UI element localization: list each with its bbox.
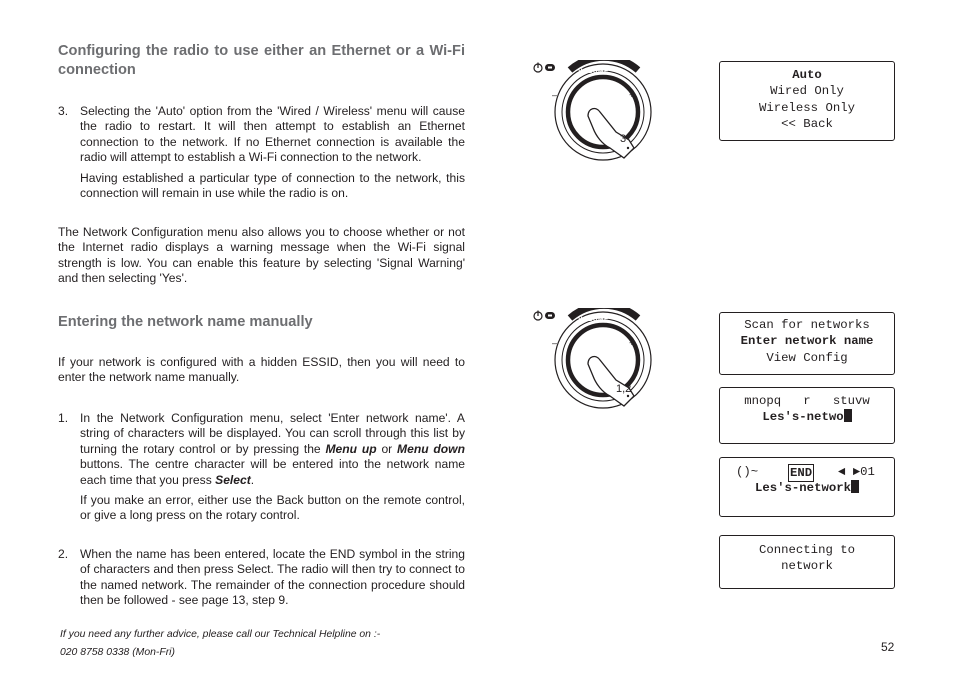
lcd-line: network bbox=[781, 559, 833, 574]
step-number: 1. bbox=[58, 411, 69, 425]
step-2-text: When the name has been entered, locate the END symbol in the string of characters and then press Select. The radio will then try to connect to the named network. The remainder of the connection procedure should then be followed - see page 13, step 9. bbox=[80, 547, 465, 608]
lcd-display-character-entry bbox=[719, 387, 895, 444]
lcd-line: Connecting to bbox=[759, 543, 855, 557]
step-3-text: Selecting the 'Auto' option from the 'Wired / Wireless' menu will cause the radio to restart. It will then attempt to establish an Ethernet connection to the network. If no Ethernet connection is available the radio will attempt to establish a Wi-Fi connection to the network. bbox=[80, 104, 465, 165]
or-word: or bbox=[381, 441, 393, 456]
power-icon bbox=[534, 311, 542, 321]
menu-up-term: Menu up bbox=[325, 441, 377, 456]
lcd-display-wired-wireless-menu bbox=[719, 61, 895, 141]
step-number: 2. bbox=[58, 547, 69, 561]
step-1-text bbox=[80, 411, 465, 488]
volume-minus: – bbox=[552, 338, 558, 348]
lcd-line: Scan for networks bbox=[744, 318, 870, 332]
step-3 bbox=[58, 104, 465, 201]
footer-phone: 020 8758 0338 (Mon-Fri) bbox=[60, 647, 175, 658]
entered-text: Les's-network bbox=[755, 481, 851, 495]
lcd-line: View Config bbox=[766, 350, 848, 365]
footer-helpline: If you need any further advice, please call our Technical Helpline on :- bbox=[60, 629, 381, 640]
scroll-arrows: ◄ ►01 bbox=[838, 465, 875, 479]
step-indicator-label: 3 bbox=[620, 133, 627, 145]
volume-knob-illustration-2 bbox=[530, 308, 665, 418]
lcd-display-connecting bbox=[719, 535, 895, 589]
volume-minus: – bbox=[552, 90, 558, 100]
lcd-line-selected: Enter network name bbox=[740, 334, 874, 349]
text-cursor bbox=[844, 409, 852, 422]
section-heading-connection-type: Configuring the radio to use either an Ethernet or a Wi-Fi connection bbox=[58, 43, 465, 78]
volume-knob-illustration-1 bbox=[530, 60, 665, 170]
end-symbol: END bbox=[788, 464, 814, 482]
lcd-line: Wireless Only bbox=[759, 100, 855, 115]
lcd-character-strip: mnopq r stuvw bbox=[744, 394, 870, 408]
volume-plus: + bbox=[629, 90, 635, 100]
knob-graphic bbox=[530, 60, 665, 170]
lcd-line: Wired Only bbox=[770, 84, 844, 99]
volume-plus: + bbox=[629, 338, 635, 348]
knob-graphic bbox=[530, 308, 665, 418]
step-1-text-b: buttons. The centre character will be entered into the network name each time that you press bbox=[80, 457, 465, 487]
signal-warning-paragraph: The Network Configuration menu also allows you to choose whether or not the Internet radio displays a warning message when the Wi-Fi signal strength is low. You can enable this feature by selecting 'Signal Warning' and then selecting 'Yes'. bbox=[58, 225, 465, 286]
lcd-display-network-config-menu bbox=[719, 312, 895, 375]
step-indicator-label: 1,2 bbox=[616, 383, 632, 395]
step-3-followup: Having established a particular type of connection to the network, this connection will remain in use while the radio is on. bbox=[80, 170, 465, 201]
step-1-text-a: In the Network Configuration menu, select 'Enter network name'. A string of characters will be displayed. You can scroll through this list by turning the rotary control or by pressing the bbox=[80, 411, 465, 456]
lcd-character-strip bbox=[720, 464, 894, 480]
lcd-entered-name bbox=[720, 480, 894, 496]
select-term: Select bbox=[215, 472, 251, 487]
step-1-period: . bbox=[250, 472, 255, 487]
entered-text: Les's-netwo bbox=[762, 410, 844, 425]
step-2 bbox=[58, 547, 465, 609]
volume-label: VOLUME bbox=[578, 316, 609, 323]
lcd-entered-name bbox=[720, 409, 894, 425]
section-heading-manual-name: Entering the network name manually bbox=[58, 314, 313, 330]
power-icon bbox=[534, 63, 542, 73]
step-1-followup: If you make an error, either use the Back button on the remote control, or give a long press on the rotary control. bbox=[80, 493, 465, 523]
page-number: 52 bbox=[881, 640, 895, 654]
lcd-line-selected: Auto bbox=[792, 68, 822, 82]
menu-down-term: Menu down bbox=[397, 441, 465, 456]
lcd-display-end-symbol bbox=[719, 457, 895, 517]
text-cursor bbox=[851, 480, 859, 493]
step-1 bbox=[58, 411, 465, 524]
lcd-line: << Back bbox=[781, 116, 833, 131]
step-number: 3. bbox=[58, 104, 69, 118]
volume-label: VOLUME bbox=[578, 68, 609, 75]
manual-intro-paragraph: If your network is configured with a hidden ESSID, then you will need to enter the network name manually. bbox=[58, 355, 465, 385]
symbol-chars: ()~ bbox=[736, 465, 759, 479]
